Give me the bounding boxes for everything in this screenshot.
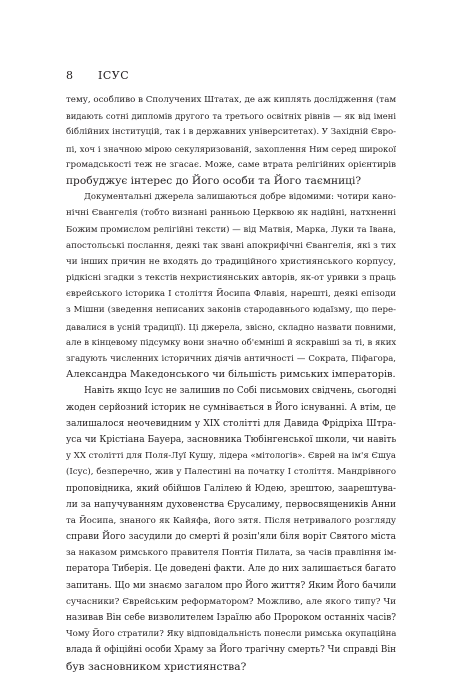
text-line: чи інших причин не входять до традиційного християнського корпусу, — [66, 256, 396, 267]
paragraph — [66, 189, 396, 383]
text-line: Документальні джерела залишаються добре відомими: чотири кано- — [84, 192, 396, 203]
text-line: але в кінцевому підсумку вони значно об'ємніші й яскравіші за ті, в яких — [66, 337, 397, 348]
running-header — [66, 69, 396, 83]
text-line: у XX столітті для Поля-Луї Кушу, лідера «мітологів». Єврей на ім'я Єшуа — [66, 451, 396, 462]
text-line: пі, хоч і значною мірою секуляризованій, захоплення Ним серед широкої — [66, 143, 396, 154]
text-line: був засновником християнства? — [66, 660, 247, 673]
text-line: жоден серйозний історик не сумнівається в Його існуванні. А втім, це — [66, 402, 396, 413]
text-line: залишалося неочевидним у XIX столітті для Давида Фрідріха Штра- — [66, 418, 396, 429]
text-line: та Йосипа, знаного як Кайяфа, його зятя. Після нетривалого розгляду — [66, 515, 396, 526]
text-line: уса чи Крістіана Бауера, засновника Тюбінгенської школи, чи навіть — [66, 434, 397, 445]
text-line: пробуджує інтерес до Його особи та Його таємниці? — [66, 174, 362, 187]
text-line: ператора Тиберія. Це доведені факти. Але до них залишається багато — [66, 564, 396, 575]
text-line: Чому Його стратили? Яку відповідальність понесли римська окупаційна — [66, 629, 397, 640]
body-text — [66, 92, 396, 675]
text-line: давалися в усній традиції). Ці джерела, звісно, складно назвати повними, — [66, 321, 396, 332]
text-line: апостольські послання, деякі так звані апокрифічні Євангелія, які з тих — [66, 240, 396, 251]
text-line: сучасники? Єврейським реформатором? Можливо, але якого типу? Чи — [66, 596, 396, 607]
text-line: влада й офіційні особи Храму за Його трагічну смерть? Чи справді Він — [66, 645, 396, 656]
text-line: біблійних інституцій, так і в державних університетах). У Західній Євро- — [66, 127, 397, 138]
text-line: запитань. Що ми знаємо загалом про Його життя? Яким Його бачили — [66, 580, 397, 591]
text-line: Навіть якщо Ісус не залишив по Собі письмових свідчень, сьогодні — [84, 386, 397, 397]
text-line: ли за напучуванням духовенства Єрусалиму, первосвящеників Анни — [66, 499, 396, 510]
text-line: тему, особливо в Сполучених Штатах, де аж киплять дослідження (там — [66, 95, 397, 105]
text-line: видають сотні дипломів другого та третього освітніх рівнів — як від імені — [66, 111, 396, 122]
text-line: справи Його засудили до смерті й розіп'яли біля воріт Святого міста — [66, 532, 396, 543]
paragraph — [66, 383, 396, 674]
paragraph — [66, 92, 396, 189]
text-line: Божим промислом релігійні тексти) — від Матвія, Марка, Луки та Івана, — [66, 224, 396, 235]
text-line: нічні Євангелія (тобто визнані ранньою Церквою як надійні, натхненні — [66, 208, 396, 219]
running-title: ІСУС — [98, 69, 130, 82]
text-line: (Ісус), безперечно, жив у Палестині на початку I століття. Мандрівного — [66, 467, 396, 478]
text-line: за наказом римського правителя Понтія Пилата, за часів правління ім- — [66, 548, 397, 559]
text-line: Александра Македонського чи більшість римських імператорів. — [66, 369, 396, 381]
page-number: 8 — [66, 69, 73, 82]
text-line: згадують численних історичних діячів античності — Сократа, Піфагора, — [66, 354, 396, 364]
text-line: громадськості теж не згасає. Може, саме втрата релігійних орієнтирів — [66, 159, 396, 170]
text-line: з Мішни (зведення неписаних законів стародавнього юдаїзму, що пере- — [66, 305, 396, 316]
text-line: називав Він себе визволителем Ізраїлю або Пророком останніх часів? — [66, 613, 396, 623]
text-line: єврейського історика I століття Йосипа Флавія, нарешті, деякі епізоди — [66, 289, 396, 300]
text-line: рідкісні згадки з текстів нехристиянських авторів, як-от уривки з праць — [66, 273, 396, 284]
text-line: проповідника, який обійшов Галілею й Юдею, зрештою, заарештува- — [66, 483, 396, 494]
